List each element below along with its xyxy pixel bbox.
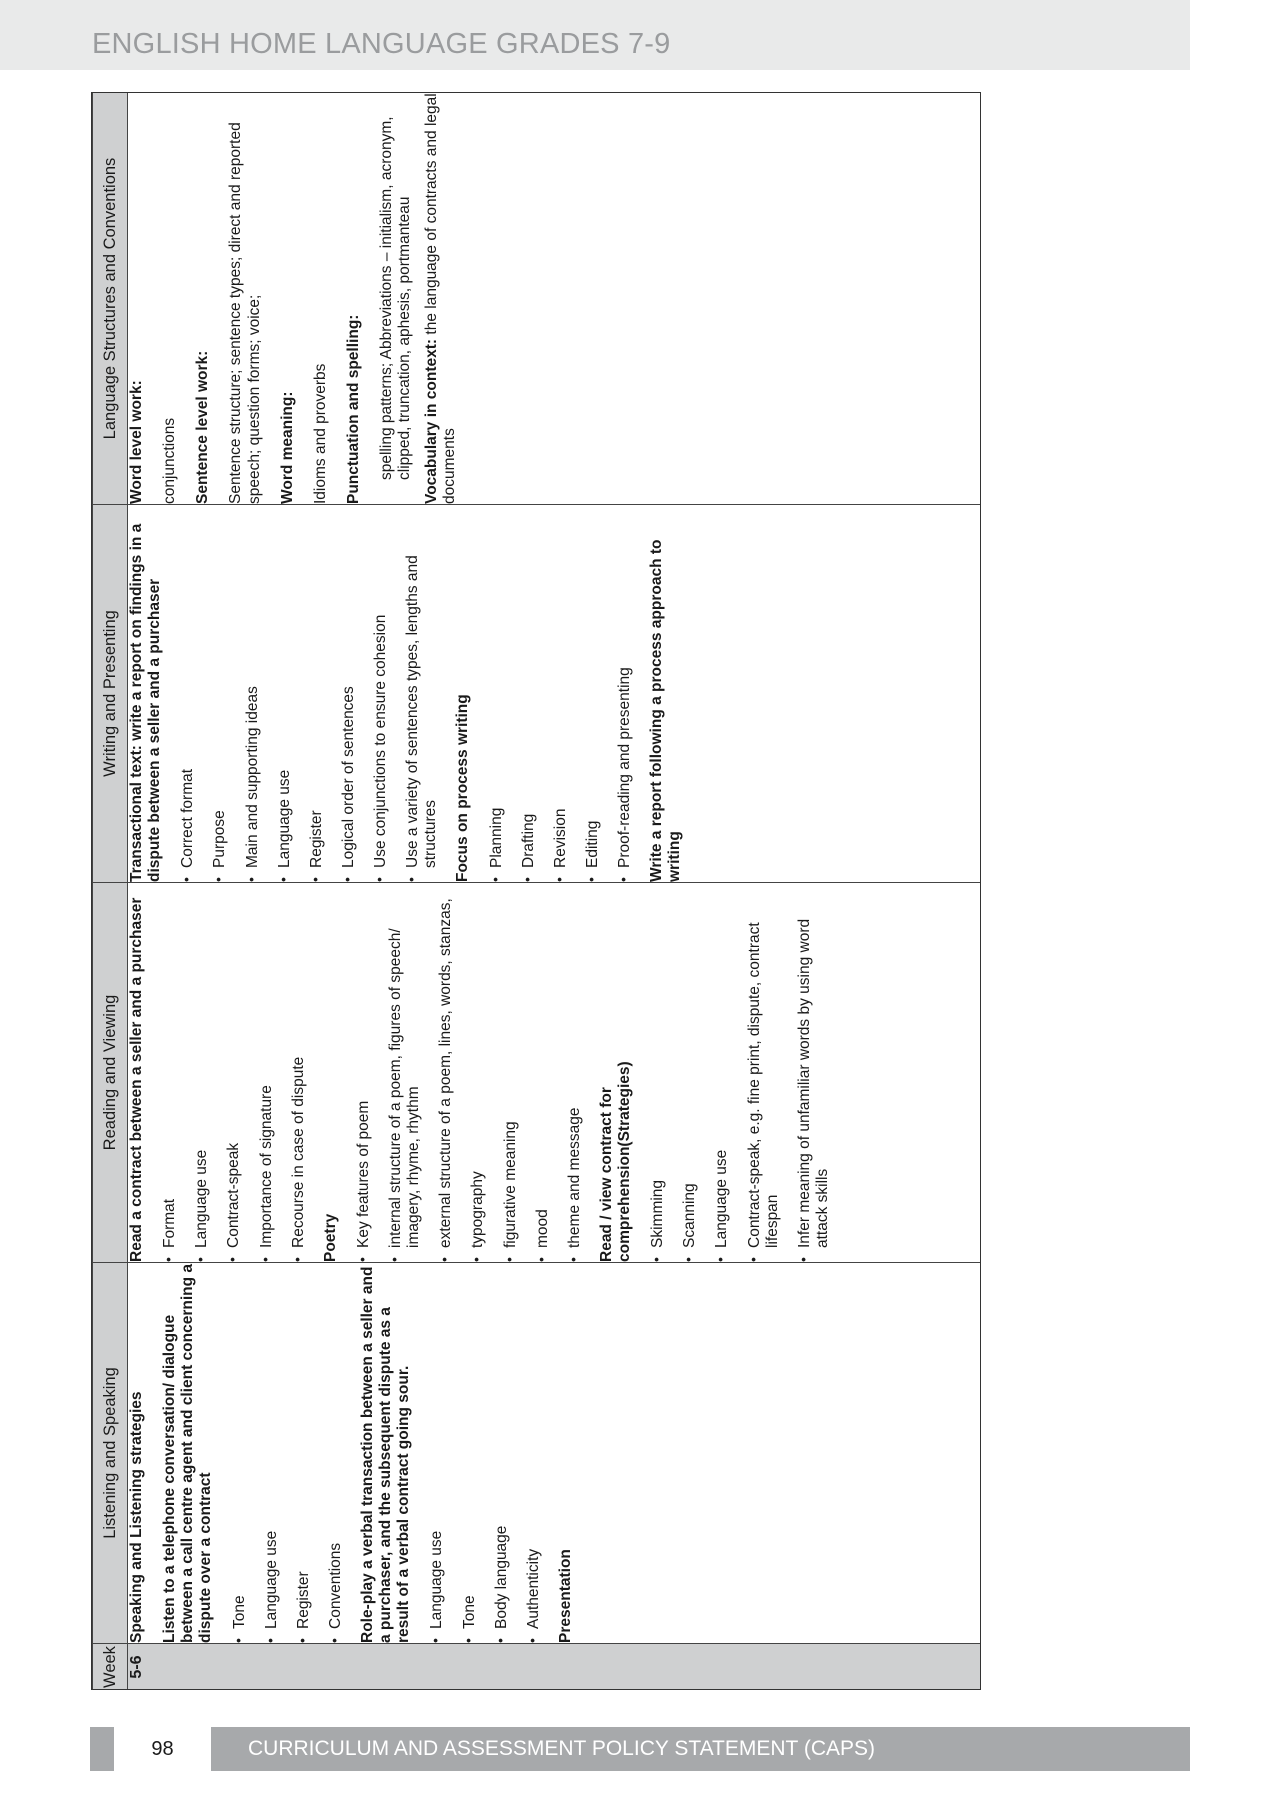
vocabulary-text: the language of contracts and legal documents: [423, 93, 459, 504]
reading-heading: Read a contract between a seller and a purchaser: [128, 897, 145, 1262]
list-item: • internal structure of a poem, figures of speech/ imagery, rhyme, rhythm: [387, 883, 423, 1262]
header-writing-presenting: Writing and Presenting: [93, 505, 128, 883]
table-row: [128, 93, 982, 1691]
list-item: • Language use: [193, 883, 211, 1262]
header-reading-viewing: Reading and Viewing: [93, 883, 128, 1263]
language-structures-cell: [128, 93, 982, 505]
list-item: • Importance of signature: [258, 883, 276, 1262]
list-item: • Register: [295, 1263, 313, 1643]
word-meaning-heading: Word meaning:: [278, 391, 296, 504]
list-item: • Tone: [231, 1263, 249, 1643]
word-meaning-text: Idioms and proverbs: [311, 363, 329, 504]
list-item: • Contract-speak, e.g. fine print, dispute, contract lifespan: [746, 883, 782, 1262]
list-item: • Language use: [713, 883, 731, 1262]
list-item: • Tone: [461, 1263, 479, 1643]
vocabulary-in-context: [423, 93, 459, 504]
list-item: • theme and message: [566, 883, 584, 1262]
rotated-table-container: [92, 93, 981, 1690]
list-item: • Format: [161, 883, 179, 1262]
list-item: • Language use: [263, 1263, 281, 1643]
writing-heading: Transactional text: write a report on findings in a dispute between a seller and a purchaser: [128, 523, 164, 882]
list-item: • Body language: [493, 1263, 511, 1643]
list-item: • Authenticity: [525, 1263, 543, 1643]
reading-viewing-cell: [128, 883, 982, 1263]
footer-title: CURRICULUM AND ASSESSMENT POLICY STATEMENT (CAPS): [248, 1737, 876, 1760]
list-item: • Purpose: [211, 505, 229, 882]
list-item: • mood: [534, 883, 552, 1262]
reading-comprehension-heading: Read / view contract for comprehension(Strategies): [597, 1061, 633, 1262]
curriculum-table-frame: [91, 92, 981, 1690]
list-item: • Drafting: [520, 505, 538, 882]
list-item: • Editing: [584, 505, 602, 882]
list-item: • Scanning: [681, 883, 699, 1262]
list-item: • Skimming: [649, 883, 667, 1262]
list-item: • Logical order of sentences: [340, 505, 358, 882]
list-item: • Main and supporting ideas: [244, 505, 262, 882]
header-listening-speaking: Listening and Speaking: [93, 1263, 128, 1644]
list-item: • Use conjunctions to ensure cohesion: [372, 505, 390, 882]
punctuation-heading: Punctuation and spelling:: [344, 314, 362, 504]
writing-focus-heading: Focus on process writing: [454, 694, 472, 882]
list-item: • Revision: [552, 505, 570, 882]
list-item: • Recourse in case of dispute: [290, 883, 308, 1262]
page-number: 98: [114, 1727, 211, 1771]
list-item: • Planning: [488, 505, 506, 882]
list-item: • Language use: [276, 505, 294, 882]
listening-task-1: Listen to a telephone conversation/ dialogue between a call centre agent and client concerning a dispute over a contract: [161, 1263, 215, 1643]
header-language-structures: Language Structures and Conventions: [93, 93, 128, 505]
list-item: • Conventions: [327, 1263, 345, 1643]
list-item: • external structure of a poem, lines, words, stanzas,: [437, 883, 455, 1262]
list-item: • Register: [308, 505, 326, 882]
vocabulary-label: Vocabulary in context:: [423, 338, 441, 504]
listening-presentation: Presentation: [556, 1549, 574, 1643]
reading-poetry-heading: Poetry: [321, 1213, 339, 1262]
punctuation-text: spelling patterns; Abbreviations – initialism, acronym, clipped, truncation, aphesis, portmanteau: [378, 116, 414, 480]
word-level-heading: Word level work:: [128, 380, 145, 504]
sentence-level-heading: Sentence level work:: [194, 350, 212, 504]
list-item: • Language use: [428, 1263, 446, 1643]
list-item: • Key features of poem: [355, 883, 373, 1262]
curriculum-table: [92, 92, 981, 1690]
writing-presenting-cell: [128, 505, 982, 883]
week-cell: 5-6: [128, 1644, 982, 1691]
document-title: ENGLISH HOME LANGUAGE GRADES 7-9: [92, 28, 671, 60]
writing-closing: Write a report following a process approach to writing: [648, 539, 684, 882]
word-level-text: conjunctions: [161, 417, 179, 504]
listening-speaking-cell: [128, 1263, 982, 1644]
list-item: • typography: [469, 883, 487, 1262]
listening-task-2: Role-play a verbal transaction between a seller and a purchaser, and the subsequent dispute as a result of a verbal contract going sour.: [359, 1266, 413, 1643]
list-item: • Correct format: [179, 505, 197, 882]
list-item: • figurative meaning: [502, 883, 520, 1262]
list-item: • Use a variety of sentences types, lengths and structures: [404, 505, 440, 882]
list-item: • Contract-speak: [225, 883, 243, 1262]
table-header-row: [93, 93, 128, 1691]
list-item: • Proof-reading and presenting: [616, 505, 634, 882]
header-week: Week: [93, 1644, 128, 1691]
list-item: • Infer meaning of unfamiliar words by using word attack skills: [796, 883, 832, 1262]
listening-heading: Speaking and Listening strategies: [128, 1391, 145, 1643]
sentence-level-text: Sentence structure; sentence types; direct and reported speech; question forms; voice;: [227, 122, 263, 504]
